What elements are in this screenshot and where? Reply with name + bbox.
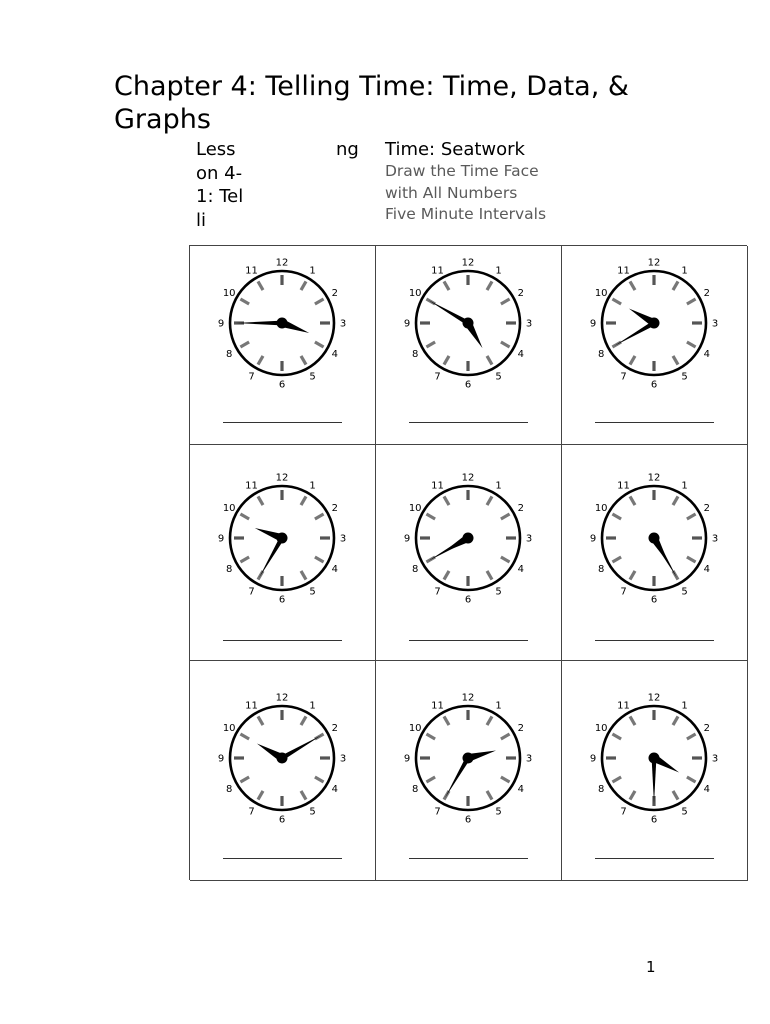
clock-number: 12: [275, 257, 289, 269]
clock-number: 4: [331, 784, 339, 795]
clock-number: 4: [703, 349, 711, 360]
clock-center: [463, 753, 474, 764]
clock-cell: [190, 246, 376, 445]
clock-number: 5: [495, 586, 502, 598]
clock-number: 1: [495, 700, 502, 712]
clock-number: 2: [703, 503, 711, 514]
clock-number: 10: [222, 503, 236, 514]
clock-number: 8: [225, 564, 233, 575]
clock-number: 11: [245, 480, 258, 492]
clock-number: 11: [617, 480, 630, 492]
clock-number: 3: [711, 533, 719, 545]
clock-cell: [376, 246, 562, 445]
clock-number: 12: [647, 692, 661, 704]
clock-center: [277, 753, 288, 764]
clock-number: 8: [597, 564, 605, 575]
clock-number: 5: [309, 586, 316, 598]
clock-number: 3: [339, 318, 347, 330]
clock-center: [463, 318, 474, 329]
page-number: 1: [646, 958, 656, 976]
clock-cell: [562, 445, 748, 661]
clock-number: 4: [517, 784, 525, 795]
clock-number: 10: [408, 288, 422, 299]
clock-number: 2: [703, 288, 711, 299]
clock-number: 1: [495, 480, 502, 492]
instruction-line: with All Numbers: [385, 183, 518, 202]
clock-number: 3: [711, 753, 719, 765]
clock-face-icon: [217, 472, 347, 606]
clock-number: 10: [594, 288, 608, 299]
clock-number: 12: [275, 472, 289, 484]
clock-number: 6: [278, 814, 286, 826]
clock-number: 7: [434, 586, 441, 598]
clock-number: 11: [245, 700, 258, 712]
clock-number: 4: [703, 564, 711, 575]
clock-number: 7: [434, 371, 441, 383]
clock-number: 3: [525, 533, 533, 545]
clock-number: 10: [594, 503, 608, 514]
answer-line[interactable]: [223, 858, 342, 859]
clock-number: 8: [411, 349, 419, 360]
chapter-title: Chapter 4: Telling Time: Time, Data, & Graphs: [114, 71, 629, 135]
clock-cell: [190, 661, 376, 881]
clock-number: 8: [597, 784, 605, 795]
clock-number: 12: [461, 692, 475, 704]
clock-number: 5: [681, 806, 688, 818]
clock-number: 11: [617, 265, 630, 277]
clock-number: 12: [461, 472, 475, 484]
clock-number: 9: [589, 318, 597, 330]
clock-number: 3: [339, 753, 347, 765]
clock-number: 7: [248, 806, 255, 818]
clock-number: 9: [403, 318, 411, 330]
clock-number: 9: [217, 533, 225, 545]
clock-number: 7: [248, 371, 255, 383]
clock-face-icon: [403, 257, 533, 391]
clock-number: 2: [517, 503, 525, 514]
clock-number: 4: [703, 784, 711, 795]
instruction-line: Five Minute Intervals: [385, 205, 547, 223]
clock-number: 4: [331, 564, 339, 575]
clock-number: 8: [225, 349, 233, 360]
clock-center: [277, 318, 288, 329]
clock-number: 1: [681, 700, 688, 712]
clock-number: 6: [650, 814, 658, 826]
clock-number: 8: [597, 349, 605, 360]
clock-face-icon: [589, 692, 719, 826]
clock-number: 11: [245, 265, 258, 277]
clock-cell: [376, 661, 562, 881]
clock-number: 6: [464, 594, 472, 606]
clock-face-icon: [589, 472, 719, 606]
clock-number: 9: [589, 753, 597, 765]
clock-number: 10: [408, 503, 422, 514]
answer-line[interactable]: [223, 422, 342, 423]
clock-number: 10: [222, 288, 236, 299]
answer-line[interactable]: [409, 422, 528, 423]
clock-number: 6: [650, 379, 658, 391]
clock-number: 12: [647, 472, 661, 484]
clock-number: 9: [589, 533, 597, 545]
clock-number: 7: [620, 586, 627, 598]
clock-number: 12: [275, 692, 289, 704]
clock-number: 10: [408, 723, 422, 734]
clock-number: 6: [278, 594, 286, 606]
clock-number: 11: [431, 480, 444, 492]
clock-number: 6: [464, 379, 472, 391]
clock-number: 5: [681, 586, 688, 598]
clock-number: 2: [517, 723, 525, 734]
lesson-label: Lesson 4-1: Telli: [196, 139, 244, 231]
clock-face-icon: [217, 257, 347, 391]
answer-line[interactable]: [409, 858, 528, 859]
clock-center: [649, 753, 660, 764]
clock-number: 12: [647, 257, 661, 269]
clock-number: 1: [309, 480, 316, 492]
clock-face-icon: [403, 472, 533, 606]
clock-number: 6: [650, 594, 658, 606]
clock-number: 3: [711, 318, 719, 330]
clock-number: 10: [222, 723, 236, 734]
clock-number: 12: [461, 257, 475, 269]
clock-number: 4: [517, 349, 525, 360]
clock-number: 2: [517, 288, 525, 299]
clock-number: 4: [331, 349, 339, 360]
clock-face-icon: [589, 257, 719, 391]
lesson-label-tail: ng: [336, 139, 359, 160]
clock-face-icon: [217, 692, 347, 826]
clock-number: 5: [495, 806, 502, 818]
clock-number: 4: [517, 564, 525, 575]
instructions: [385, 161, 546, 226]
clock-number: 6: [464, 814, 472, 826]
answer-line[interactable]: [595, 640, 714, 641]
clock-number: 6: [278, 379, 286, 391]
clock-number: 2: [331, 723, 339, 734]
seatwork-heading: Time: Seatwork: [385, 139, 525, 160]
clock-number: 9: [403, 753, 411, 765]
clock-cell: [190, 445, 376, 661]
clock-number: 11: [431, 700, 444, 712]
answer-line[interactable]: [223, 640, 342, 641]
answer-line[interactable]: [409, 640, 528, 641]
answer-line[interactable]: [595, 858, 714, 859]
clock-number: 2: [331, 288, 339, 299]
clock-number: 2: [703, 723, 711, 734]
clock-number: 9: [217, 753, 225, 765]
clock-number: 5: [681, 371, 688, 383]
clock-center: [463, 533, 474, 544]
clock-number: 9: [403, 533, 411, 545]
clock-center: [649, 318, 660, 329]
clock-face-icon: [403, 692, 533, 826]
clock-grid: [189, 245, 747, 880]
clock-number: 1: [309, 265, 316, 277]
clock-center: [277, 533, 288, 544]
clock-number: 5: [495, 371, 502, 383]
clock-cell: [562, 661, 748, 881]
clock-cell: [376, 445, 562, 661]
clock-number: 10: [594, 723, 608, 734]
clock-number: 3: [339, 533, 347, 545]
clock-number: 7: [620, 806, 627, 818]
answer-line[interactable]: [595, 422, 714, 423]
clock-number: 11: [431, 265, 444, 277]
clock-number: 2: [331, 503, 339, 514]
clock-number: 7: [248, 586, 255, 598]
clock-number: 1: [309, 700, 316, 712]
clock-cell: [562, 246, 748, 445]
clock-number: 5: [309, 371, 316, 383]
clock-number: 11: [617, 700, 630, 712]
clock-number: 9: [217, 318, 225, 330]
clock-number: 8: [411, 564, 419, 575]
clock-number: 1: [495, 265, 502, 277]
clock-number: 1: [681, 265, 688, 277]
clock-number: 8: [225, 784, 233, 795]
clock-number: 3: [525, 753, 533, 765]
clock-number: 5: [309, 806, 316, 818]
clock-number: 3: [525, 318, 533, 330]
clock-center: [649, 533, 660, 544]
clock-number: 1: [681, 480, 688, 492]
clock-number: 7: [434, 806, 441, 818]
clock-number: 7: [620, 371, 627, 383]
instruction-line: Draw the Time Face: [385, 162, 539, 180]
clock-number: 8: [411, 784, 419, 795]
